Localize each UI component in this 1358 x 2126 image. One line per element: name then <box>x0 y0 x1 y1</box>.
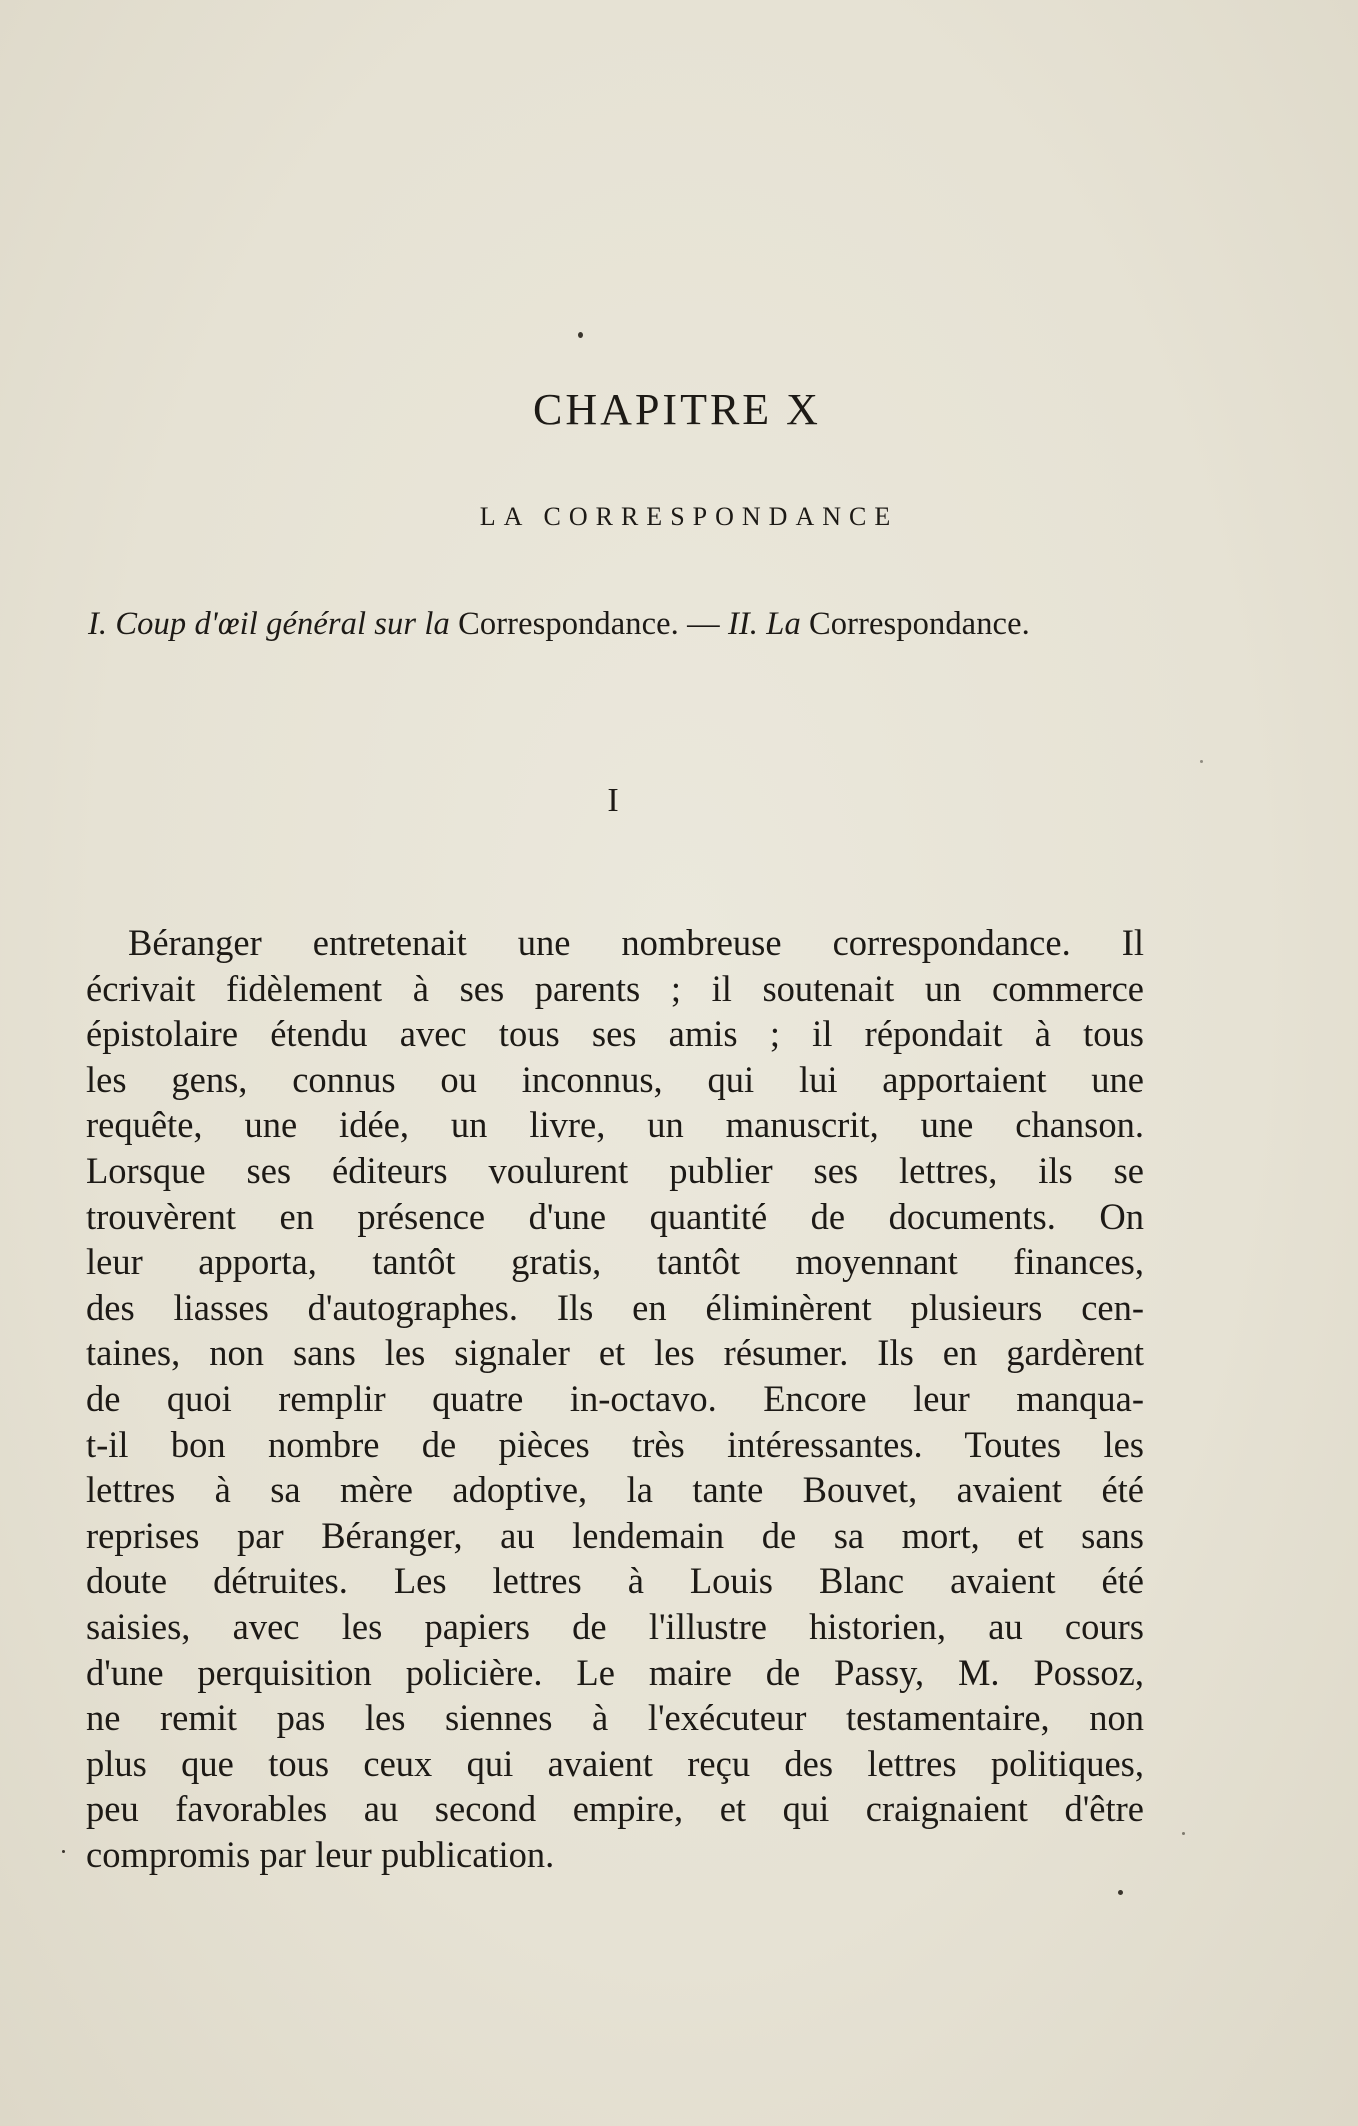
ink-speck <box>1118 1890 1123 1895</box>
chapter-summary <box>88 606 1148 643</box>
paragraph-line: t-il bon nombre de pièces très intéressantes. Toutes les <box>86 1423 1144 1465</box>
body-paragraph <box>86 920 1144 1877</box>
paragraph-line: de quoi remplir quatre in-octavo. Encore leur manqua- <box>86 1377 1144 1419</box>
paragraph-line: trouvèrent en présence d'une quantité de documents. On <box>86 1195 1144 1237</box>
paragraph-line: requête, une idée, un livre, un manuscrit, une chanson. <box>86 1104 1144 1146</box>
paragraph-line: peu favorables au second empire, et qui craignaient d'être <box>86 1788 1144 1830</box>
paragraph-line: épistolaire étendu avec tous ses amis ; il répondait à tous <box>86 1013 1144 1055</box>
paragraph-line: les gens, connus ou inconnus, qui lui apportaient une <box>86 1058 1144 1100</box>
paragraph-line: reprises par Béranger, au lendemain de sa mort, et sans <box>86 1514 1144 1556</box>
summary-part2-plain: Correspondance. <box>809 606 1030 642</box>
ink-speck <box>1200 760 1203 763</box>
paragraph-line: doute détruites. Les lettres à Louis Blanc avaient été <box>86 1560 1144 1602</box>
summary-part2-italic: La <box>766 606 801 642</box>
section-number: I <box>607 782 619 819</box>
paragraph-line: compromis par leur publication. <box>86 1833 555 1875</box>
paragraph-line: leur apporta, tantôt gratis, tantôt moyennant finances, <box>86 1241 1144 1283</box>
summary-part1-number: I. <box>88 606 108 642</box>
paragraph-line: lettres à sa mère adoptive, la tante Bouvet, avaient été <box>86 1469 1144 1511</box>
paragraph-line: écrivait fidèlement à ses parents ; il soutenait un commerce <box>86 967 1144 1009</box>
summary-part1-plain: Correspondance. — <box>458 606 720 642</box>
ink-speck <box>62 1850 65 1853</box>
chapter-title: CHAPITRE X <box>533 385 821 434</box>
summary-part1-italic: Coup d'œil général sur la <box>115 606 450 642</box>
chapter-subtitle: LA CORRESPONDANCE <box>479 502 899 531</box>
paragraph-line: Béranger entretenait une nombreuse correspondance. Il <box>128 922 1144 963</box>
ink-speck <box>1182 1832 1185 1835</box>
summary-part2-number: II. <box>727 606 759 642</box>
paragraph-line: Lorsque ses éditeurs voulurent publier ses lettres, ils se <box>86 1149 1144 1191</box>
paragraph-line: taines, non sans les signaler et les résumer. Ils en gardèrent <box>86 1332 1144 1374</box>
ink-speck <box>578 332 583 338</box>
paragraph-line: ne remit pas les siennes à l'exécuteur testamentaire, non <box>86 1697 1144 1739</box>
paragraph-line: d'une perquisition policière. Le maire de Passy, M. Possoz, <box>86 1651 1144 1693</box>
paragraph-line: saisies, avec les papiers de l'illustre historien, au cours <box>86 1605 1144 1647</box>
paragraph-line: plus que tous ceux qui avaient reçu des lettres politiques, <box>86 1742 1144 1784</box>
paragraph-line: des liasses d'autographes. Ils en éliminèrent plusieurs cen- <box>86 1286 1144 1328</box>
